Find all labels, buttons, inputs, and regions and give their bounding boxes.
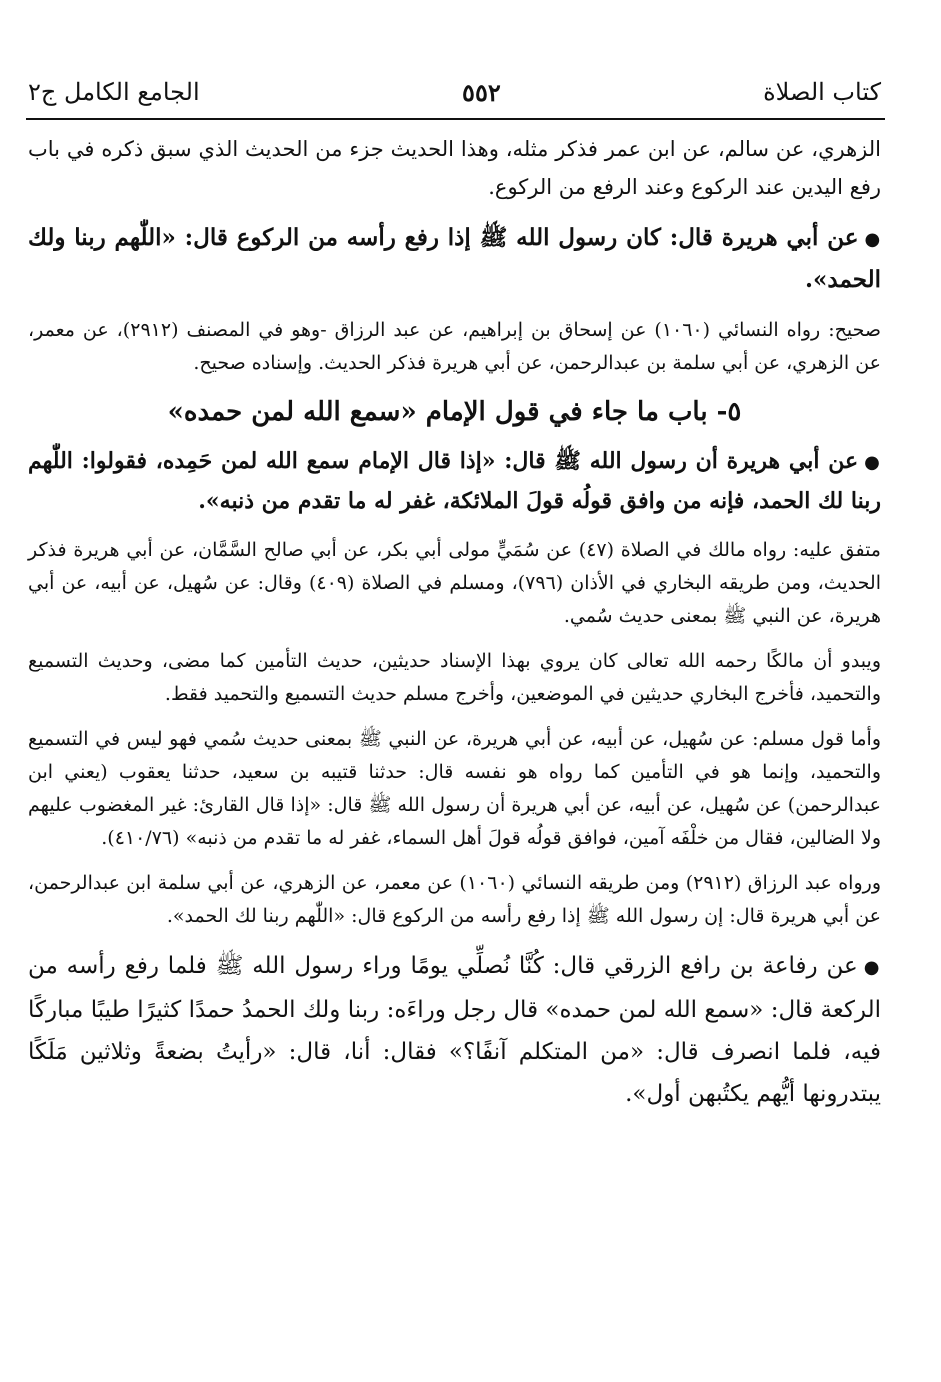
bullet-icon: ● <box>863 957 881 978</box>
book-running-title: الجامع الكامل ج٢ <box>28 78 200 106</box>
page-number: ٥٥٢ <box>462 77 501 107</box>
chapter-heading: ٥- باب ما جاء في قول الإمام «سمع الله لمن حمده» <box>167 397 742 427</box>
running-header <box>28 72 881 112</box>
hadith-text: عن أبي هريرة قال: كان رسول الله ﷺ إذا رفع رأسه من الركوع قال: «اللّٰهم ربنا ولك الحمد». <box>28 224 881 293</box>
hadith-text: عن أبي هريرة أن رسول الله ﷺ قال: «إذا قال الإمام سمع الله لمن حَمِده، فقولوا: اللّٰهم ربنا لك الحمد، فإنه من وافق قولُه قولَ الملائكة، غفر له ما تقدم من ذنبه». <box>28 448 881 514</box>
chapter-running-title: كتاب الصلاة <box>763 78 881 106</box>
commentary-paragraph: ويبدو أن مالكًا رحمه الله تعالى كان يروي بهذا الإسناد حديثين، حديث التأمين كما مضى، وحديث التسميع والتحميد، فأخرج البخاري حديثين في الموضعين، وأخرج مسلم حديث التسميع والتحميد فقط. <box>28 650 881 705</box>
hadith-paragraph <box>28 442 881 520</box>
bullet-icon: ● <box>864 229 881 250</box>
page-content <box>28 130 881 1115</box>
hadith-paragraph <box>28 218 881 300</box>
commentary-paragraph: ورواه عبد الرزاق (٢٩١٢) ومن طريقه النسائي (١٠٦٠) عن معمر، عن الزهري، عن أبي سلمة ابن عبدالرحمن، عن أبي هريرة قال: إن رسول الله ﷺ إذا رفع رأسه من الركوع قال: «اللّٰهم ربنا لك الحمد». <box>28 872 881 927</box>
continuation-paragraph: الزهري، عن سالم، عن ابن عمر فذكر مثله، وهذا الحديث جزء من الحديث الذي سبق ذكره في باب رفع اليدين عند الركوع وعند الرفع من الركوع. <box>28 137 881 199</box>
takhrij-paragraph: متفق عليه: رواه مالك في الصلاة (٤٧) عن سُمَيٍّ مولى أبي بكر، عن أبي صالح السَّمَّان، عن أبي هريرة فذكر الحديث، ومن طريقه البخاري في الأذان (٧٩٦)، ومسلم في الصلاة (٤٠٩) وقال: عن سُهيل، عن أبيه، عن أبي هريرة، عن النبي ﷺ بمعنى حديث سُمي. <box>28 539 882 627</box>
header-rule <box>26 118 885 120</box>
bullet-icon: ● <box>864 452 881 473</box>
hadith-paragraph <box>28 945 881 1115</box>
hadith-text: عن رفاعة بن رافع الزرقي قال: كُنَّا نُصلِّي يومًا وراء رسول الله ﷺ فلما رفع رأسه من الركعة قال: «سمع الله لمن حمده» قال رجل وراءَه: ربنا ولك الحمدُ حمدًا كثيرًا طيبًا مباركًا فيه، فلما انصرف قال: «من المتكلم آنفًا؟» فقال: أنا، قال: «رأيتُ بضعةً وثلاثين مَلَكًا يبتدرونها أيُّهم يكتُبهن أول». <box>28 953 881 1107</box>
takhrij-paragraph: صحيح: رواه النسائي (١٠٦٠) عن إسحاق بن إبراهيم، عن عبد الرزاق -وهو في المصنف (٢٩١٢)، عن معمر، عن الزهري، عن أبي سلمة بن عبدالرحمن، عن أبي هريرة فذكر الحديث. وإسناده صحيح. <box>28 319 882 374</box>
commentary-paragraph: وأما قول مسلم: عن سُهيل، عن أبيه، عن أبي هريرة، عن النبي ﷺ بمعنى حديث سُمي فهو ليس في التسميع والتحميد، وإنما هو في التأمين كما رواه هو نفسه قال: حدثنا قتيبه بن سعيد، حدثنا يعقوب (يعني ابن عبدالرحمن) عن سُهيل، عن أبيه، عن أبي هريرة أن رسول الله ﷺ قال: «إذا قال القارئ: غير المغضوب عليهم ولا الضالين، فقال من خلْفَه آمين، فوافق قولُه قولَ أهل السماء، غفر له ما تقدم من ذنبه» (٤١٠/٧٦). <box>28 728 881 849</box>
